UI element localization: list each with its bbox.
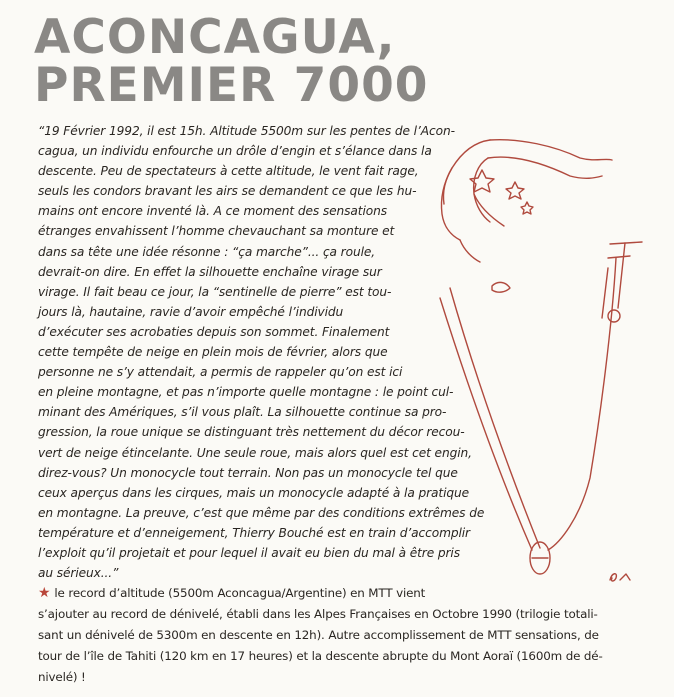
quote-line: “19 Février 1992, il est 15h. Altitude 5500m sur les pentes de l’Acon- [38,124,455,138]
quote-line: d’exécuter ses acrobaties depuis son sommet. Finalement [38,324,390,339]
quote-line: cette tempête de neige en plein mois de février, alors que [38,345,388,360]
quote-line: virage. Il fait beau ce jour, la “sentinelle de pierre” est tou- [38,284,392,299]
quote-line: minant des Amériques, s’il vous plaît. La silhouette continue sa pro- [38,405,447,420]
note-line [38,583,603,604]
quote-line: gression, la roue unique se distinguant très nettement du décor recou- [38,425,465,440]
quote-line: ceux aperçus dans les cirques, mais un monocycle adapté à la pratique [38,485,470,500]
quote-line: étranges envahissent l’homme chevauchant sa monture et [38,224,395,239]
note-line: tour de l’île de Tahiti (120 km en 17 heures) et la descente abrupte du Mont Aoraï (1600m de dé- [38,649,603,663]
quote-line: en montagne. La preuve, c’est que même par des conditions extrêmes de [38,505,485,520]
note-text: le record d’altitude (5500m Aconcagua/Argentine) en MTT vient [54,586,426,600]
star-icon: ★ [38,585,51,601]
quote-line: descente. Peu de spectateurs à cette altitude, le vent fait rage, [38,164,419,179]
record-note [38,583,603,688]
title-line-1: ACONCAGUA, [34,10,396,65]
note-line: sant un dénivelé de 5300m en descente en 12h). Autre accomplissement de MTT sensations, de [38,628,599,642]
article-title [34,10,429,113]
quote-line: direz-vous? Un monocycle tout terrain. Non pas un monocycle tel que [38,465,458,480]
quote-line: l’exploit qu’il projetait et pour lequel il avait eu bien du mal à être pris [38,545,460,560]
quote-line: au sérieux...” [38,566,119,581]
hand-monocycle-sketch [380,118,674,596]
quote-line: seuls les condors bravant les airs se demandent ce que les hu- [38,184,417,199]
quote-line: en pleine montagne, et pas n’importe quelle montagne : le point cul- [38,385,454,400]
quote-line: cagua, un individu enfourche un drôle d’engin et s’élance dans la [38,144,432,159]
note-line: nivelé) ! [38,670,86,684]
note-line: s’ajouter au record de dénivelé, établi dans les Alpes Françaises en Octobre 1990 (trilogie totali- [38,607,598,621]
quote-line: personne ne s’y attendait, a permis de rappeler qu’on est ici [38,365,403,380]
quote-line: devrait-on dire. En effet la silhouette enchaîne virage sur [38,264,382,279]
quote-line: mains ont encore inventé là. A ce moment des sensations [38,204,387,219]
quote-line: température et d’enneigement, Thierry Bouché est en train d’accomplir [38,525,470,540]
quote-line: vert de neige étincelante. Une seule roue, mais alors quel est cet engin, [38,445,472,460]
title-line-2: PREMIER 7000 [34,58,429,113]
quote-line: dans sa tête une idée résonne : “ça marche”... ça roule, [38,244,376,259]
quote-line: jours là, hautaine, ravie d’avoir empêché l’individu [38,304,344,319]
